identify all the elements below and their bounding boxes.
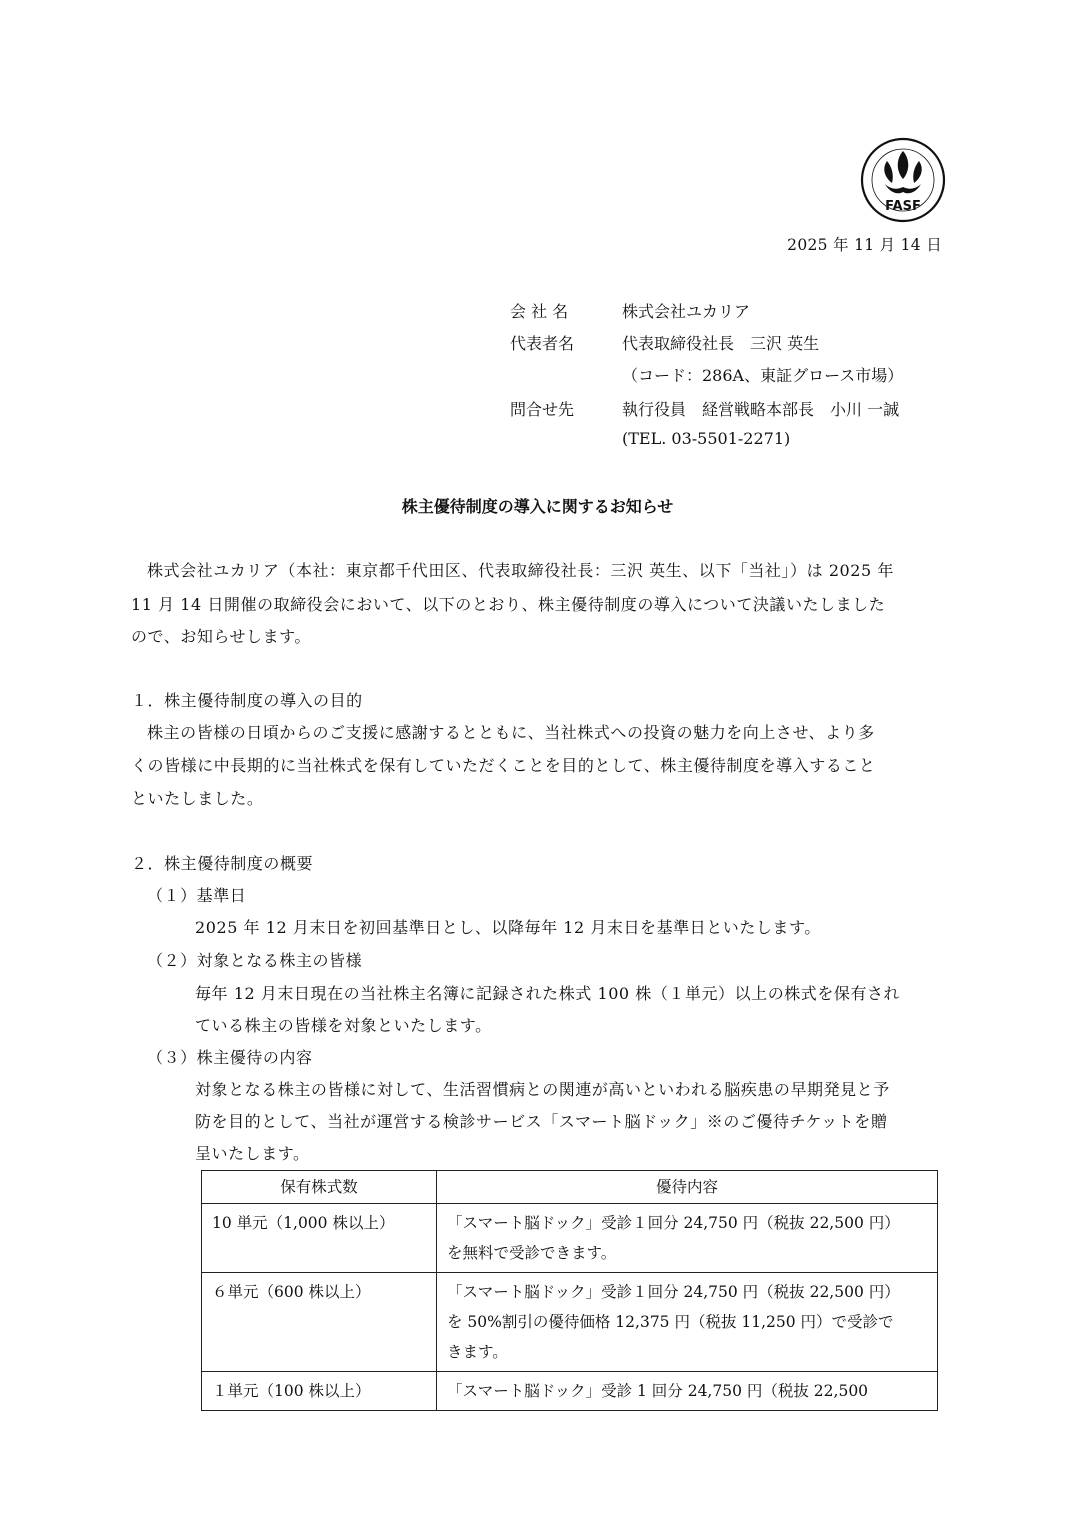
- section2-sub1-heading: （１）基準日: [147, 886, 247, 905]
- section2-sub2-line: 毎年 12 月末日現在の当社株主名簿に記録された株式 100 株（１単元）以上の株式を保有され: [195, 984, 901, 1003]
- representative-name: 代表取締役社長 三沢 英生: [622, 334, 820, 353]
- intro-line: 株式会社ユカリア（本社：東京都千代田区、代表取締役社長：三沢 英生、以下「当社」）は 2025 年: [147, 561, 894, 580]
- benefits-table: [201, 1170, 938, 1411]
- benefit-line: を 50%割引の優待価格 12,375 円（税抜 11,250 円）で受診で: [447, 1313, 894, 1331]
- table-row: [202, 1372, 938, 1411]
- intro-line: ので、お知らせします。: [131, 627, 311, 646]
- notice-title: 株主優待制度の導入に関するお知らせ: [401, 497, 674, 516]
- table-header-row: [202, 1171, 938, 1204]
- header-shares: 保有株式数: [202, 1171, 437, 1204]
- section2-sub3-line: 呈いたします。: [195, 1144, 310, 1163]
- header-benefit: 優待内容: [437, 1171, 938, 1204]
- shares-cell: １単元（100 株以上）: [202, 1372, 437, 1411]
- contact-label: 問合せ先: [510, 400, 575, 419]
- contact-tel: (TEL. 03-5501-2271): [622, 429, 791, 448]
- section2-sub3-line: 防を目的として、当社が運営する検診サービス「スマート脳ドック」※のご優待チケットを贈: [195, 1112, 888, 1131]
- benefit-cell: [437, 1204, 938, 1273]
- section1-heading: １．株主優待制度の導入の目的: [131, 691, 363, 710]
- intro-line: 11 月 14 日開催の取締役会において、以下のとおり、株主優待制度の導入について決議いたしました: [131, 595, 886, 614]
- section2-sub1-line: 2025 年 12 月末日を初回基準日とし、以降毎年 12 月末日を基準日といたします。: [195, 918, 821, 937]
- benefit-line: を無料で受診できます。: [447, 1244, 617, 1262]
- benefit-line: 「スマート脳ドック」受診１回分 24,750 円（税抜 22,500 円）: [447, 1214, 900, 1232]
- table-row: [202, 1204, 938, 1273]
- section1-line: くの皆様に中長期的に当社株式を保有していただくことを目的として、株主優待制度を導入すること: [131, 756, 876, 775]
- section1-line: といたしました。: [131, 789, 264, 808]
- shares-cell: 10 単元（1,000 株以上）: [202, 1204, 437, 1273]
- benefit-cell: [437, 1372, 938, 1411]
- section2-sub3-line: 対象となる株主の皆様に対して、生活習慣病との関連が高いといわれる脳疾患の早期発見と予: [195, 1080, 890, 1099]
- contact-person: 執行役員 経営戦略本部長 小川 一誠: [622, 400, 900, 419]
- representative-label: 代表者名: [510, 334, 575, 353]
- benefit-cell: [437, 1273, 938, 1372]
- section2-sub2-line: ている株主の皆様を対象といたします。: [195, 1016, 492, 1035]
- document-date: 2025 年 11 月 14 日: [787, 236, 942, 254]
- logo-text: FASF: [885, 199, 921, 214]
- section2-sub3-heading: （３）株主優待の内容: [147, 1048, 313, 1067]
- company-name: 株式会社ユカリア: [622, 302, 751, 321]
- section1-line: 株主の皆様の日頃からのご支援に感謝するとともに、当社株式への投資の魅力を向上させ、より多: [147, 723, 875, 742]
- benefit-line: きます。: [447, 1343, 508, 1361]
- benefit-line: 「スマート脳ドック」受診 1 回分 24,750 円（税抜 22,500: [447, 1382, 869, 1400]
- stock-code: （コード：286A、東証グロース市場）: [622, 366, 904, 385]
- section2-sub2-heading: （２）対象となる株主の皆様: [147, 951, 363, 970]
- table-row: [202, 1273, 938, 1372]
- company-name-label: 会 社 名: [510, 302, 569, 321]
- fasf-seal-icon: [860, 137, 946, 223]
- section2-heading: ２．株主優待制度の概要: [131, 854, 314, 873]
- benefit-line: 「スマート脳ドック」受診１回分 24,750 円（税抜 22,500 円）: [447, 1283, 900, 1301]
- shares-cell: ６単元（600 株以上）: [202, 1273, 437, 1372]
- fasf-member-logo: [860, 137, 946, 223]
